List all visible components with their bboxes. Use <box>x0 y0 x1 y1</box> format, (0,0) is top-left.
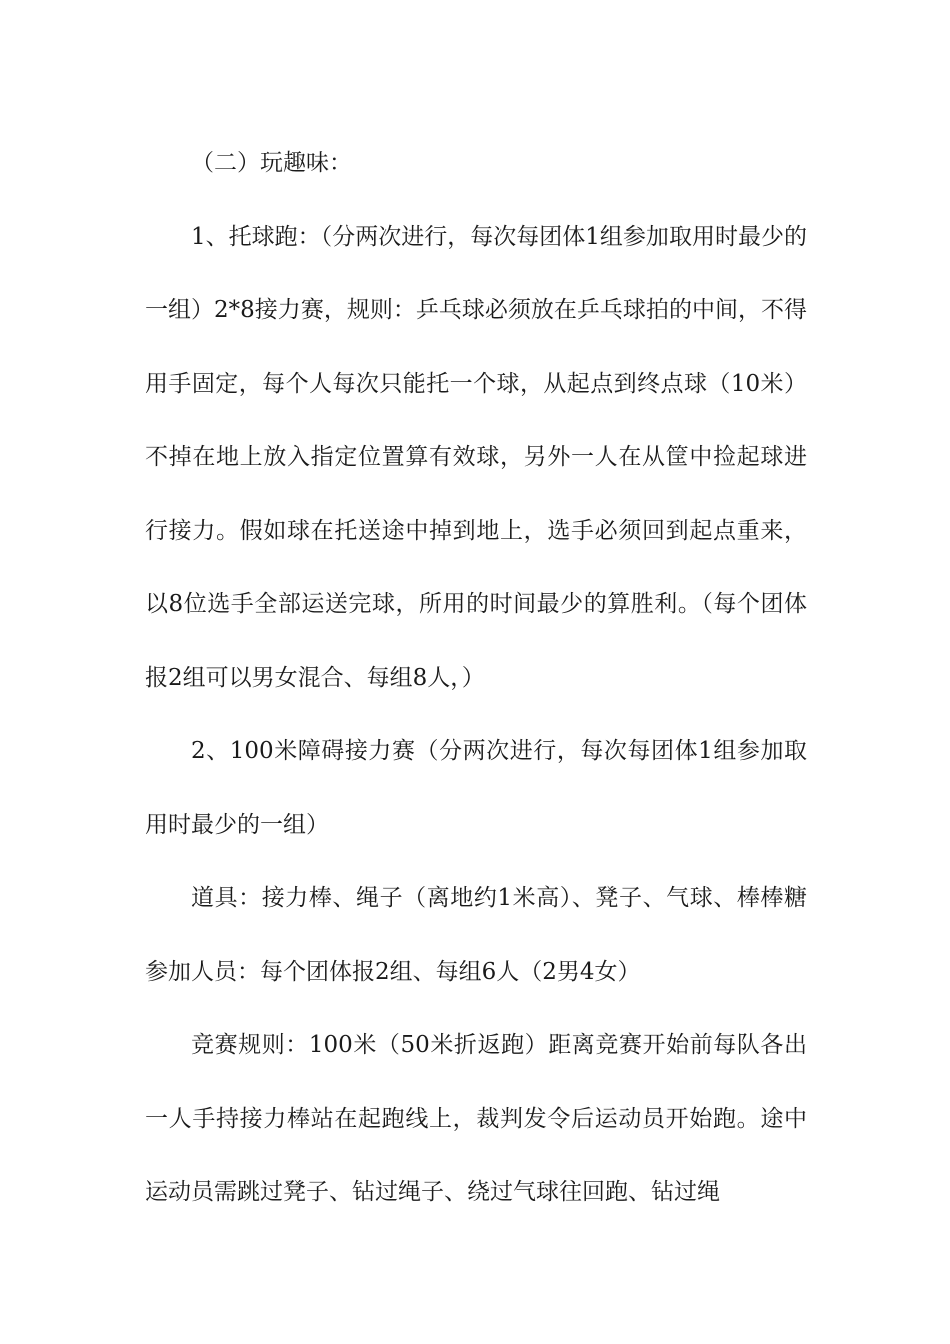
paragraph-props-participants: 道具：接力棒、绳子（离地约1米高）、凳子、气球、棒棒糖参加人员：每个团体报2组、每组6人（2男4女） <box>145 885 807 985</box>
paragraph-competition-rules: 竞赛规则：100米（50米折返跑）距离竞赛开始前每队各出一人手持接力棒站在起跑线上，裁判发令后运动员开始跑。途中运动员需跳过凳子、钻过绳子、绕过气球往回跑、钻过绳 <box>145 1032 807 1205</box>
paragraph-obstacle-relay: 2、100米障碍接力赛（分两次进行，每次每团体1组参加取用时最少的一组） <box>145 738 807 838</box>
paragraph-relay-ball: 1、托球跑：（分两次进行，每次每团体1组参加取用时最少的一组）2*8接力赛，规则：乒乓球必须放在乒乓球拍的中间，不得用手固定，每个人每次只能托一个球，从起点到终点球（10米）不掉在地上放入指定位置算有效球，另外一人在从筐中捡起球进行接力。假如球在托送途中掉到地上，选手必须回到起点重来，以8位选手全部运送完球，所用的时间最少的算胜利。（每个团体报2组可以男女混合、每组8人，） <box>145 223 807 691</box>
document-body <box>145 127 807 1230</box>
section-heading: （二）玩趣味： <box>191 150 352 176</box>
